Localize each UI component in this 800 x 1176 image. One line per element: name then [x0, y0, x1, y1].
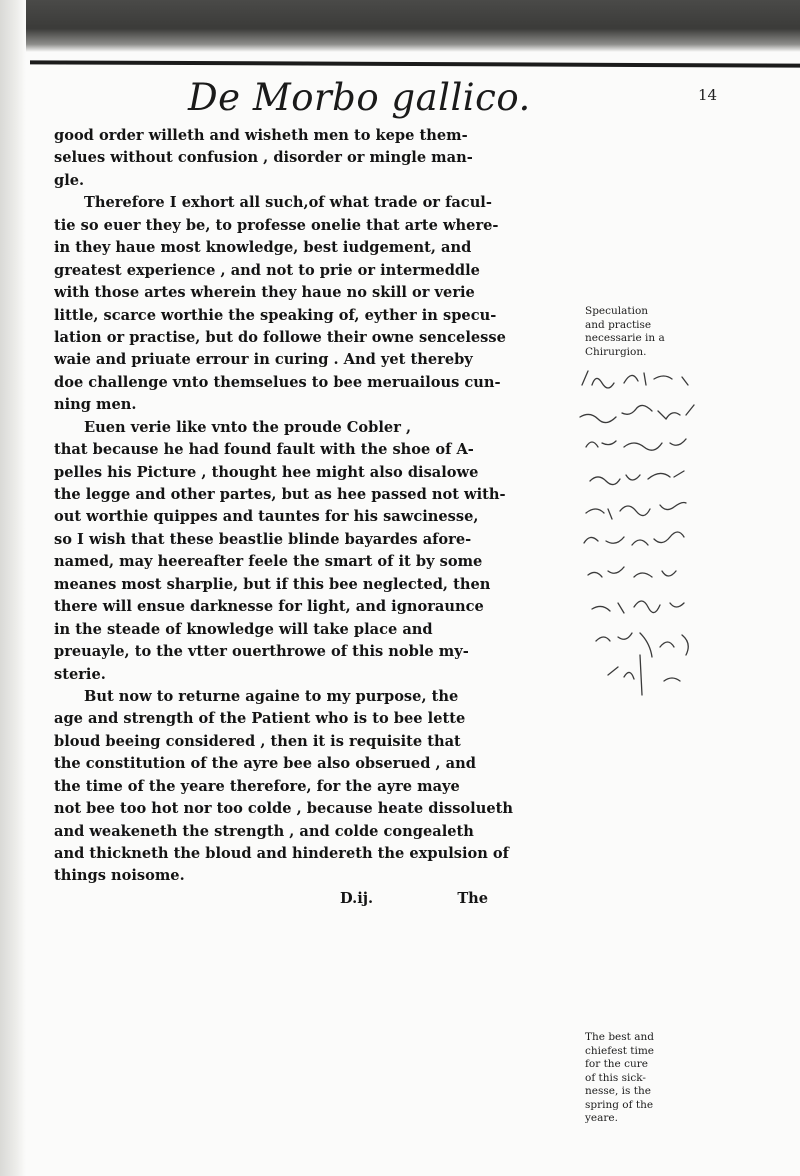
text-line: preuayle, to the vtter ouerthrowe of this noble my- [54, 643, 469, 661]
note-line: chiefest time [585, 1044, 655, 1057]
note-line: spring of the [585, 1098, 654, 1111]
note-line: and practise [585, 318, 652, 331]
text-line: that because he had found fault with the shoe of A- [54, 441, 474, 459]
running-title: De Morbo gallico. [188, 76, 531, 119]
note-line: yeare. [585, 1112, 618, 1124]
text-line: age and strength of the Patient who is to bee lette [54, 710, 466, 728]
catchword: The [457, 889, 489, 907]
text-line: not bee too hot nor too colde , because heate dissolueth [54, 800, 513, 818]
text-line: tie so euer they be, to professe onelie that arte where- [54, 216, 499, 234]
text-line: in they haue most knowledge, best iudgement, and [54, 239, 472, 257]
text-line: ning men. [54, 396, 137, 414]
note-line: of this sick- [585, 1071, 646, 1084]
text-line: But now to returne againe to my purpose, the [84, 687, 459, 705]
text-line: bloud beeing considered , then it is requisite that [54, 732, 461, 750]
catchword-line [54, 888, 574, 910]
text-line: little, scarce worthie the speaking of, eyther in specu- [54, 306, 497, 324]
text-line: things noisome. [54, 867, 185, 885]
text-line: selues without confusion , disorder or mingle man- [54, 149, 473, 167]
text-line: with those artes wherein they haue no skill or verie [54, 284, 475, 302]
header-rule [30, 60, 800, 67]
margin-note-spring [585, 1031, 697, 1126]
handwritten-annotation-image [578, 355, 702, 715]
page-number: 14 [698, 86, 718, 104]
text-line: the constitution of the ayre bee also obserued , and [54, 755, 476, 773]
signature-mark: D.ij. [340, 889, 374, 907]
text-line: doe challenge vnto themselues to bee meruailous cun- [54, 373, 501, 391]
text-line: there will ensue darknesse for light, and ignoraunce [54, 598, 484, 616]
text-line: good order willeth and wisheth men to kepe them- [54, 127, 468, 144]
text-line: in the steade of knowledge will take place and [54, 620, 433, 638]
text-line: meanes most sharplie, but if this bee neglected, then [54, 575, 491, 593]
note-line: Chirurgion. [585, 345, 647, 358]
note-line: necessarie in a [585, 332, 665, 344]
note-line: nesse, is the [585, 1085, 651, 1097]
note-line: for the cure [585, 1058, 648, 1070]
scan-shadow-left [0, 0, 26, 1176]
text-line: gle. [54, 171, 85, 189]
text-line: and thickneth the bloud and hindereth the expulsion of [54, 845, 509, 862]
text-line: the legge and other partes, but as hee passed not with- [54, 486, 506, 503]
text-line: so I wish that these beastlie blinde bayardes afore- [54, 530, 472, 548]
text-line: greatest experience , and not to prie or intermeddle [54, 261, 480, 279]
note-line: The best and [585, 1031, 654, 1043]
text-line: and weakeneth the strength , and colde congealeth [54, 822, 474, 840]
text-line: out worthie quippes and tauntes for his sawcinesse, [54, 508, 479, 526]
scan-shadow-top [0, 0, 800, 52]
text-line: sterie. [54, 665, 106, 683]
text-line: Euen verie like vnto the proude Cobler , [84, 418, 412, 436]
text-line: lation or practise, but do followe their owne sencelesse [54, 328, 506, 346]
text-line: waie and priuate errour in curing . And yet thereby [54, 351, 473, 369]
text-line: pelles his Picture , thought hee might also disalowe [54, 463, 479, 481]
text-line: Therefore I exhort all such,of what trade or facul- [84, 194, 492, 212]
text-line: named, may heereafter feele the smart of it by some [54, 553, 483, 571]
main-text [54, 125, 574, 910]
margin-note-speculation [585, 305, 697, 359]
note-line: Speculation [585, 305, 649, 317]
text-line: the time of the yeare therefore, for the ayre maye [54, 777, 460, 795]
